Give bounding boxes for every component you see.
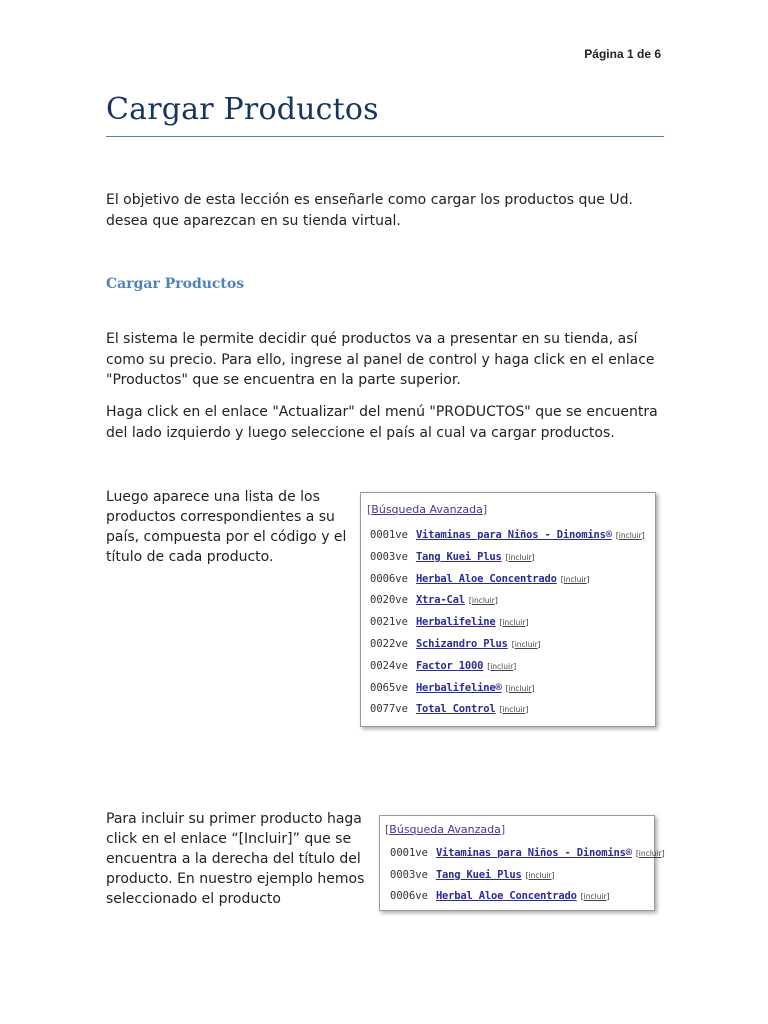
product-name-link[interactable]: Herbal Aloe Concentrado	[415, 572, 557, 585]
intro-paragraph: El objetivo de esta lección es enseñarle como cargar los productos que Ud. desea que aparezcan en su tienda virtual.	[106, 192, 633, 229]
product-list	[370, 529, 645, 725]
advanced-search-link[interactable]: Búsqueda Avanzada	[371, 503, 483, 516]
product-row	[370, 573, 645, 595]
include-link-wrapper: [incluir]	[468, 596, 498, 606]
include-link-wrapper: [incluir]	[505, 552, 535, 562]
product-name-link[interactable]: Herbalifeline®	[415, 681, 502, 694]
include-link[interactable]: incluir	[528, 870, 552, 880]
product-row	[390, 890, 665, 912]
product-code: 0006ve	[370, 572, 408, 585]
include-link[interactable]: incluir	[508, 683, 532, 693]
product-name-link[interactable]: Herbalifeline	[415, 616, 496, 629]
product-row	[370, 551, 645, 573]
section-heading: Cargar Productos	[106, 276, 245, 292]
product-code: 0020ve	[370, 594, 408, 607]
advanced-search: [Búsqueda Avanzada]	[367, 503, 488, 516]
include-link-wrapper: [incluir]	[525, 870, 555, 880]
paragraph-product-list: Luego aparece una lista de los productos correspondientes a su país, compuesta por el código y el título de cada producto.	[106, 489, 347, 565]
paragraph-system: El sistema le permite decidir qué productos va a presentar en su tienda, así como su precio. Para ello, ingrese al panel de control y haga click en el enlace "Productos" que se encuentra en la parte superior.	[106, 331, 655, 388]
paragraph-update-link: Haga click en el enlace "Actualizar" del menú "PRODUCTOS" que se encuentra del lado izquierdo y luego seleccione el país al cual va cargar productos.	[106, 404, 658, 441]
page-number: Página 1 de 6	[584, 47, 661, 61]
include-link[interactable]: incluir	[502, 618, 526, 628]
product-row	[390, 869, 665, 891]
include-link[interactable]: incluir	[502, 705, 526, 715]
include-link[interactable]: incluir	[514, 639, 538, 649]
product-name-link[interactable]: Vitaminas para Niños - Dinomins®	[415, 529, 612, 541]
page-title: Cargar Productos	[106, 92, 379, 127]
include-link[interactable]: incluir	[490, 661, 514, 671]
include-link[interactable]: incluir	[471, 596, 495, 606]
product-name-link[interactable]: Tang Kuei Plus	[415, 550, 502, 563]
include-link-wrapper: [incluir]	[615, 531, 645, 540]
product-code: 0003ve	[390, 868, 428, 881]
product-code: 0022ve	[370, 637, 408, 650]
product-name-link[interactable]: Tang Kuei Plus	[435, 868, 522, 881]
product-name-link[interactable]: Schizandro Plus	[415, 637, 508, 650]
product-code: 0001ve	[370, 529, 408, 541]
include-link-wrapper: [incluir]	[580, 892, 610, 901]
advanced-search-link[interactable]: Búsqueda Avanzada	[389, 823, 501, 836]
product-name-link[interactable]: Herbal Aloe Concentrado	[435, 890, 577, 902]
include-link-wrapper: [incluir]	[499, 705, 529, 715]
product-row	[370, 638, 645, 660]
include-link-wrapper: [incluir]	[499, 618, 529, 628]
product-row	[370, 529, 645, 551]
include-link-wrapper: [incluir]	[635, 849, 665, 858]
product-list-screenshot-2	[379, 815, 665, 911]
product-row	[370, 594, 645, 616]
product-row	[370, 682, 645, 704]
include-link-wrapper: [incluir]	[511, 639, 541, 649]
product-list-screenshot	[360, 492, 656, 727]
product-code: 0024ve	[370, 659, 408, 672]
product-code: 0077ve	[370, 703, 408, 716]
paragraph-include-product: Para incluir su primer producto haga click en el enlace “[Incluir]” que se encuentra a la derecha del título del producto. En nuestro ejemplo hemos seleccionado el producto	[106, 811, 365, 907]
product-code: 0006ve	[390, 890, 428, 902]
product-name-link[interactable]: Total Control	[415, 703, 496, 716]
product-row	[390, 847, 665, 869]
product-code: 0001ve	[390, 847, 428, 859]
product-code: 0003ve	[370, 550, 408, 563]
include-link[interactable]: incluir	[618, 531, 642, 540]
product-row	[370, 660, 645, 682]
include-link-wrapper: [incluir]	[505, 683, 535, 693]
product-code: 0021ve	[370, 616, 408, 629]
include-link[interactable]: incluir	[508, 552, 532, 562]
product-name-link[interactable]: Factor 1000	[415, 659, 484, 672]
include-link[interactable]: incluir	[563, 574, 587, 584]
product-list	[390, 847, 665, 912]
include-link[interactable]: incluir	[638, 849, 662, 858]
product-row	[370, 616, 645, 638]
product-code: 0065ve	[370, 681, 408, 694]
advanced-search: [Búsqueda Avanzada]	[385, 823, 506, 836]
product-row	[370, 703, 645, 725]
include-link-wrapper: [incluir]	[487, 661, 517, 671]
title-underline	[106, 136, 664, 137]
include-link-wrapper: [incluir]	[560, 574, 590, 584]
product-name-link[interactable]: Xtra-Cal	[415, 594, 465, 607]
product-name-link[interactable]: Vitaminas para Niños - Dinomins®	[435, 847, 632, 859]
include-link[interactable]: incluir	[583, 892, 607, 901]
